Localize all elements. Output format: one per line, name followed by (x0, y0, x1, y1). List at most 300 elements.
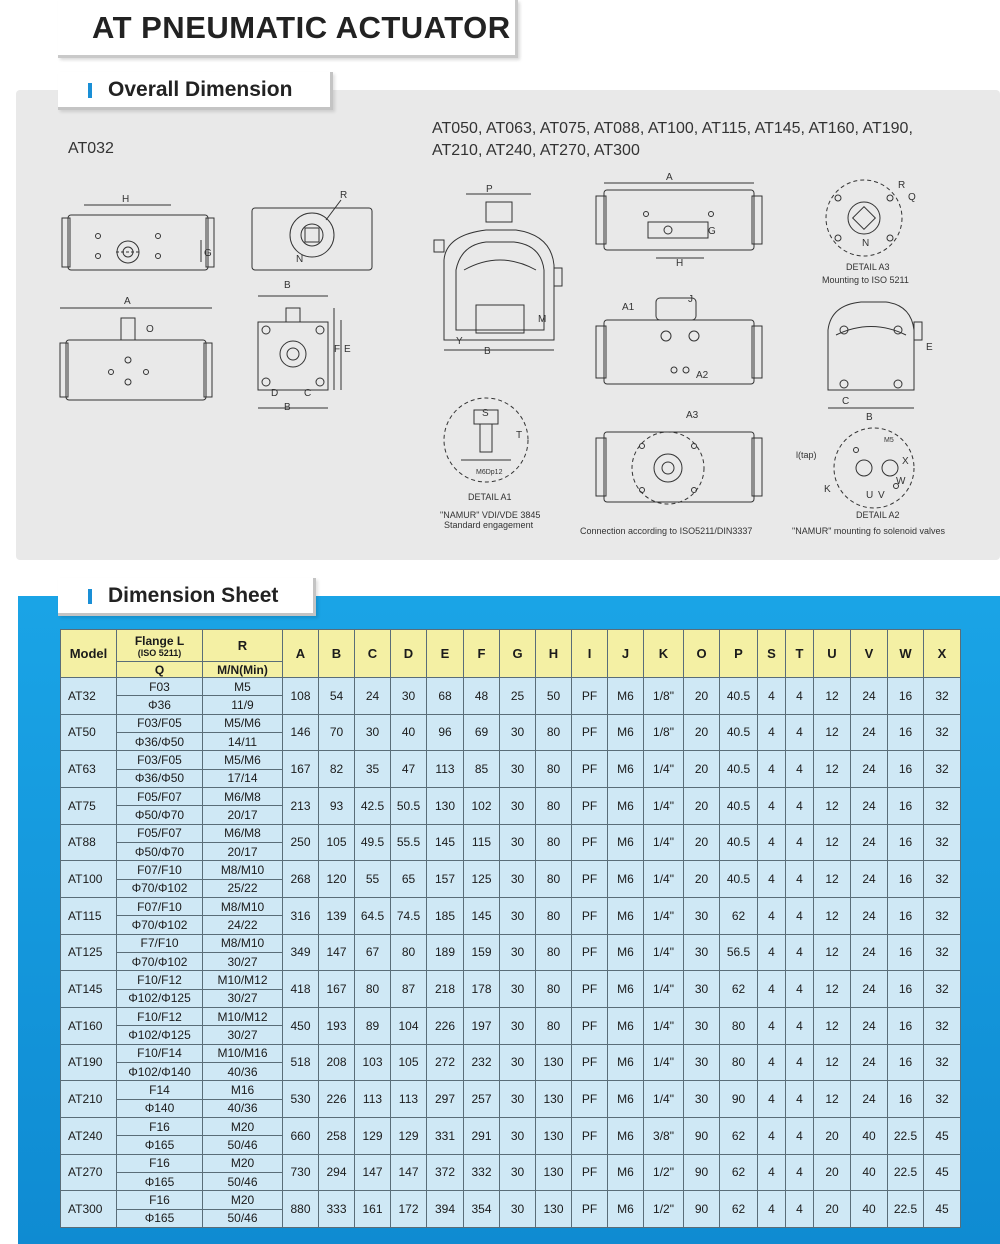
value-cell: 80 (536, 971, 572, 1008)
value-cell: 87 (391, 971, 427, 1008)
value-cell: 40.5 (720, 714, 758, 751)
value-cell: 40.5 (720, 824, 758, 861)
value-cell: 90 (684, 1154, 720, 1191)
value-cell: PF (572, 861, 608, 898)
table-row (61, 714, 961, 732)
value-cell: 268 (283, 861, 319, 898)
table-row (61, 971, 961, 989)
mn-cell: 30/27 (203, 952, 283, 970)
table-row (61, 934, 961, 952)
model-cell: AT145 (61, 971, 117, 1008)
value-cell: 1/4" (644, 971, 684, 1008)
value-cell: 93 (319, 787, 355, 824)
r-cell: M16 (203, 1081, 283, 1099)
r-cell: M6/M8 (203, 824, 283, 842)
table-row (61, 1117, 961, 1135)
value-cell: 47 (391, 751, 427, 788)
value-cell: 30 (500, 897, 536, 934)
value-cell: 70 (319, 714, 355, 751)
value-cell: 232 (464, 1044, 500, 1081)
value-cell: 24 (851, 1044, 888, 1081)
value-cell: 113 (427, 751, 464, 788)
value-cell: 4 (786, 1154, 814, 1191)
value-cell: 24 (851, 934, 888, 971)
dim-letter: B (866, 412, 873, 423)
dim-letter: W (896, 476, 906, 487)
flange-diameter-cell: Φ50/Φ70 (117, 806, 203, 824)
value-cell: 16 (888, 1007, 924, 1044)
dim-letter: F (334, 344, 341, 355)
header-b: B (319, 630, 355, 678)
value-cell: 518 (283, 1044, 319, 1081)
value-cell: 4 (786, 714, 814, 751)
value-cell: 4 (786, 934, 814, 971)
header-r: R (203, 630, 283, 662)
value-cell: 80 (536, 787, 572, 824)
at032-end-view (252, 200, 372, 270)
value-cell: 354 (464, 1191, 500, 1228)
value-cell: 20 (684, 714, 720, 751)
value-cell: 32 (924, 971, 961, 1008)
dim-letter: H (122, 194, 130, 205)
flange-cell: F10/F12 (117, 971, 203, 989)
value-cell: 85 (464, 751, 500, 788)
dim-letter: J (688, 294, 693, 305)
value-cell: 30 (500, 1154, 536, 1191)
value-cell: 102 (464, 787, 500, 824)
value-cell: 64.5 (355, 897, 391, 934)
mn-cell: 20/17 (203, 806, 283, 824)
flange-cell: F14 (117, 1081, 203, 1099)
value-cell: 32 (924, 751, 961, 788)
table-row (61, 1191, 961, 1209)
value-cell: 145 (427, 824, 464, 861)
table-row (61, 787, 961, 805)
value-cell: 3/8" (644, 1117, 684, 1154)
value-cell: 24 (851, 1007, 888, 1044)
mn-cell: 30/27 (203, 989, 283, 1007)
value-cell: 40.5 (720, 861, 758, 898)
value-cell: 125 (464, 861, 500, 898)
value-cell: 55.5 (391, 824, 427, 861)
dim-letter: N (862, 238, 870, 249)
value-cell: 4 (786, 1191, 814, 1228)
dim-letter: D (271, 388, 279, 399)
value-cell: 20 (684, 751, 720, 788)
value-cell: 22.5 (888, 1117, 924, 1154)
value-cell: 30 (500, 1117, 536, 1154)
value-cell: 49.5 (355, 824, 391, 861)
value-cell: 147 (391, 1154, 427, 1191)
value-cell: 80 (720, 1007, 758, 1044)
value-cell: 4 (786, 1007, 814, 1044)
header-x: X (924, 630, 961, 678)
r-cell: M10/M12 (203, 971, 283, 989)
value-cell: 185 (427, 897, 464, 934)
model-cell: AT32 (61, 678, 117, 715)
value-cell: 40.5 (720, 751, 758, 788)
mn-cell: 50/46 (203, 1136, 283, 1154)
dim-caption: M6Dp12 (476, 469, 503, 476)
value-cell: PF (572, 678, 608, 715)
value-cell: 450 (283, 1007, 319, 1044)
model-cell: AT75 (61, 787, 117, 824)
dim-letter: A3 (686, 410, 699, 421)
value-cell: 32 (924, 897, 961, 934)
value-cell: 30 (355, 714, 391, 751)
value-cell: 104 (391, 1007, 427, 1044)
mn-cell: 40/36 (203, 1062, 283, 1080)
value-cell: 349 (283, 934, 319, 971)
value-cell: 16 (888, 934, 924, 971)
value-cell: 30 (500, 824, 536, 861)
model-cell: AT300 (61, 1191, 117, 1228)
value-cell: 40 (851, 1117, 888, 1154)
value-cell: 4 (758, 934, 786, 971)
value-cell: 4 (786, 861, 814, 898)
value-cell: PF (572, 1191, 608, 1228)
header-c: C (355, 630, 391, 678)
value-cell: 12 (814, 824, 851, 861)
value-cell: 105 (391, 1044, 427, 1081)
r-cell: M10/M12 (203, 1007, 283, 1025)
value-cell: PF (572, 1007, 608, 1044)
value-cell: 30 (500, 751, 536, 788)
value-cell: 226 (319, 1081, 355, 1118)
r-cell: M20 (203, 1191, 283, 1209)
value-cell: 12 (814, 751, 851, 788)
value-cell: 80 (536, 861, 572, 898)
value-cell: 372 (427, 1154, 464, 1191)
value-cell: 4 (758, 861, 786, 898)
model-cell: AT88 (61, 824, 117, 861)
value-cell: 147 (319, 934, 355, 971)
dim-letter: A1 (622, 302, 635, 313)
flange-cell: F10/F12 (117, 1007, 203, 1025)
dim-letter: G (708, 226, 716, 237)
value-cell: 4 (758, 787, 786, 824)
r-cell: M5/M6 (203, 751, 283, 769)
model-cell: AT63 (61, 751, 117, 788)
value-cell: 130 (536, 1081, 572, 1118)
value-cell: 16 (888, 751, 924, 788)
flange-cell: F03/F05 (117, 714, 203, 732)
dim-letter: A (124, 296, 131, 307)
value-cell: M6 (608, 1044, 644, 1081)
value-cell: 130 (536, 1154, 572, 1191)
header-i: I (572, 630, 608, 678)
value-cell: 1/4" (644, 897, 684, 934)
value-cell: M6 (608, 1191, 644, 1228)
value-cell: 62 (720, 971, 758, 1008)
value-cell: 258 (319, 1117, 355, 1154)
value-cell: 62 (720, 897, 758, 934)
value-cell: 316 (283, 897, 319, 934)
value-cell: 32 (924, 787, 961, 824)
title-tab (58, 0, 518, 58)
r-cell: M8/M10 (203, 861, 283, 879)
large-end-view (434, 194, 562, 350)
page-title: AT PNEUMATIC ACTUATOR (92, 10, 511, 45)
value-cell: 4 (758, 897, 786, 934)
value-cell: 1/4" (644, 934, 684, 971)
value-cell: M6 (608, 897, 644, 934)
value-cell: 16 (888, 714, 924, 751)
flange-cell: F07/F10 (117, 861, 203, 879)
value-cell: 80 (355, 971, 391, 1008)
value-cell: 1/2" (644, 1154, 684, 1191)
value-cell: 80 (536, 824, 572, 861)
value-cell: 139 (319, 897, 355, 934)
mn-cell: 11/9 (203, 696, 283, 714)
value-cell: 20 (684, 861, 720, 898)
value-cell: 129 (391, 1117, 427, 1154)
header-flange (117, 630, 203, 662)
value-cell: 208 (319, 1044, 355, 1081)
value-cell: 197 (464, 1007, 500, 1044)
value-cell: 45 (924, 1191, 961, 1228)
dim-letter: Q (908, 192, 916, 203)
value-cell: 257 (464, 1081, 500, 1118)
dim-letter: C (304, 388, 312, 399)
value-cell: 4 (758, 824, 786, 861)
header-u: U (814, 630, 851, 678)
value-cell: 147 (355, 1154, 391, 1191)
value-cell: 62 (720, 1191, 758, 1228)
dim-letter: A (666, 172, 673, 183)
dim-letter: C (842, 396, 850, 407)
value-cell: 24 (851, 678, 888, 715)
value-cell: 113 (391, 1081, 427, 1118)
value-cell: 68 (427, 678, 464, 715)
value-cell: 80 (536, 897, 572, 934)
value-cell: 1/4" (644, 861, 684, 898)
table-row (61, 897, 961, 915)
value-cell: 80 (536, 1007, 572, 1044)
value-cell: PF (572, 714, 608, 751)
value-cell: 30 (500, 1007, 536, 1044)
value-cell: 530 (283, 1081, 319, 1118)
value-cell: 12 (814, 678, 851, 715)
value-cell: PF (572, 971, 608, 1008)
value-cell: 12 (814, 897, 851, 934)
value-cell: 4 (758, 1117, 786, 1154)
value-cell: 89 (355, 1007, 391, 1044)
value-cell: PF (572, 787, 608, 824)
value-cell: M6 (608, 678, 644, 715)
table-row (61, 678, 961, 696)
value-cell: 30 (500, 1081, 536, 1118)
value-cell: 32 (924, 1007, 961, 1044)
header-p: P (720, 630, 758, 678)
value-cell: 130 (536, 1191, 572, 1228)
header-mn: M/N(Min) (203, 662, 283, 678)
value-cell: 30 (500, 1044, 536, 1081)
value-cell: 30 (500, 1191, 536, 1228)
value-cell: 24 (851, 714, 888, 751)
value-cell: 16 (888, 1044, 924, 1081)
model-cell: AT240 (61, 1117, 117, 1154)
value-cell: 12 (814, 787, 851, 824)
value-cell: M6 (608, 971, 644, 1008)
value-cell: 4 (786, 1117, 814, 1154)
value-cell: M6 (608, 1081, 644, 1118)
value-cell: 55 (355, 861, 391, 898)
detail-a3-caption: DETAIL A3 (846, 262, 890, 272)
mn-cell: 20/17 (203, 842, 283, 860)
value-cell: 16 (888, 897, 924, 934)
value-cell: 394 (427, 1191, 464, 1228)
value-cell: 25 (500, 678, 536, 715)
model-cell: AT190 (61, 1044, 117, 1081)
value-cell: 30 (500, 714, 536, 751)
value-cell: 54 (319, 678, 355, 715)
header-w: W (888, 630, 924, 678)
large-side-view (828, 302, 922, 408)
value-cell: 20 (684, 824, 720, 861)
value-cell: 12 (814, 861, 851, 898)
flange-diameter-cell: Φ70/Φ102 (117, 952, 203, 970)
dim-letter: N (296, 254, 304, 265)
value-cell: 22.5 (888, 1191, 924, 1228)
value-cell: 145 (464, 897, 500, 934)
models-label: AT050, AT063, AT075, AT088, AT100, AT115, AT145, AT160, AT190, AT210, AT240, AT270, AT300 (432, 120, 913, 159)
flange-diameter-cell: Φ165 (117, 1209, 203, 1227)
value-cell: 90 (720, 1081, 758, 1118)
value-cell: PF (572, 897, 608, 934)
value-cell: M6 (608, 751, 644, 788)
value-cell: 333 (319, 1191, 355, 1228)
value-cell: 172 (391, 1191, 427, 1228)
value-cell: PF (572, 1081, 608, 1118)
value-cell: 105 (319, 824, 355, 861)
flange-cell: F16 (117, 1117, 203, 1135)
at032-top-view (62, 205, 214, 270)
r-cell: M20 (203, 1117, 283, 1135)
value-cell: M6 (608, 861, 644, 898)
value-cell: 294 (319, 1154, 355, 1191)
value-cell: 730 (283, 1154, 319, 1191)
value-cell: 1/4" (644, 751, 684, 788)
dim-letter: O (146, 324, 154, 335)
value-cell: 20 (684, 678, 720, 715)
value-cell: 30 (684, 1007, 720, 1044)
value-cell: 16 (888, 787, 924, 824)
value-cell: 80 (536, 714, 572, 751)
mn-cell: 40/36 (203, 1099, 283, 1117)
value-cell: 62 (720, 1117, 758, 1154)
table-row (61, 1081, 961, 1099)
value-cell: 30 (500, 934, 536, 971)
at032-label: AT032 (68, 140, 114, 157)
header-q: Q (117, 662, 203, 678)
value-cell: 4 (786, 824, 814, 861)
flange-diameter-cell: Φ102/Φ125 (117, 1026, 203, 1044)
value-cell: 12 (814, 971, 851, 1008)
flange-diameter-cell: Φ36/Φ50 (117, 732, 203, 750)
value-cell: PF (572, 824, 608, 861)
value-cell: 4 (758, 751, 786, 788)
flange-diameter-cell: Φ36 (117, 696, 203, 714)
value-cell: 4 (758, 1154, 786, 1191)
value-cell: 418 (283, 971, 319, 1008)
value-cell: 4 (786, 1044, 814, 1081)
value-cell: 4 (786, 678, 814, 715)
value-cell: 880 (283, 1191, 319, 1228)
mn-cell: 17/14 (203, 769, 283, 787)
value-cell: 115 (464, 824, 500, 861)
value-cell: 56.5 (720, 934, 758, 971)
flange-diameter-cell: Φ102/Φ125 (117, 989, 203, 1007)
value-cell: 161 (355, 1191, 391, 1228)
value-cell: 4 (758, 1081, 786, 1118)
value-cell: 42.5 (355, 787, 391, 824)
flange-diameter-cell: Φ140 (117, 1099, 203, 1117)
value-cell: 67 (355, 934, 391, 971)
value-cell: M6 (608, 787, 644, 824)
value-cell: M6 (608, 714, 644, 751)
value-cell: 74.5 (391, 897, 427, 934)
value-cell: 331 (427, 1117, 464, 1154)
table-row (61, 861, 961, 879)
value-cell: 22.5 (888, 1154, 924, 1191)
value-cell: 24 (851, 824, 888, 861)
value-cell: 20 (684, 787, 720, 824)
value-cell: 90 (684, 1117, 720, 1154)
header-model: Model (61, 630, 117, 678)
value-cell: 4 (786, 751, 814, 788)
value-cell: 40 (391, 714, 427, 751)
value-cell: 32 (924, 934, 961, 971)
value-cell: 130 (536, 1117, 572, 1154)
header-a: A (283, 630, 319, 678)
value-cell: PF (572, 1154, 608, 1191)
value-cell: 32 (924, 1044, 961, 1081)
dimension-table-body (61, 678, 961, 1228)
header-t: T (786, 630, 814, 678)
value-cell: 32 (924, 861, 961, 898)
value-cell: 4 (758, 1044, 786, 1081)
overall-dimension-tab (58, 72, 333, 110)
header-k: K (644, 630, 684, 678)
flange-diameter-cell: Φ36/Φ50 (117, 769, 203, 787)
dimension-table (60, 629, 961, 1228)
value-cell: 130 (427, 787, 464, 824)
value-cell: 4 (758, 1191, 786, 1228)
connection-caption: Connection according to ISO5211/DIN3337 (580, 526, 753, 536)
namur-vdi-caption: "NAMUR" VDI/VDE 3845 (440, 510, 541, 520)
value-cell: 20 (814, 1117, 851, 1154)
detail-a1-caption: DETAIL A1 (468, 492, 512, 502)
flange-diameter-cell: Φ70/Φ102 (117, 916, 203, 934)
value-cell: 32 (924, 1081, 961, 1118)
value-cell: 30 (500, 971, 536, 1008)
table-row (61, 751, 961, 769)
value-cell: 1/4" (644, 787, 684, 824)
value-cell: 24 (851, 861, 888, 898)
value-cell: 218 (427, 971, 464, 1008)
r-cell: M10/M16 (203, 1044, 283, 1062)
tab-accent-bar (88, 589, 92, 604)
standard-engagement-caption: Standard engagement (444, 520, 534, 530)
value-cell: 80 (536, 751, 572, 788)
header-v: V (851, 630, 888, 678)
value-cell: 12 (814, 1081, 851, 1118)
dim-letter: A2 (696, 370, 709, 381)
value-cell: 12 (814, 1007, 851, 1044)
value-cell: 157 (427, 861, 464, 898)
header-h: H (536, 630, 572, 678)
